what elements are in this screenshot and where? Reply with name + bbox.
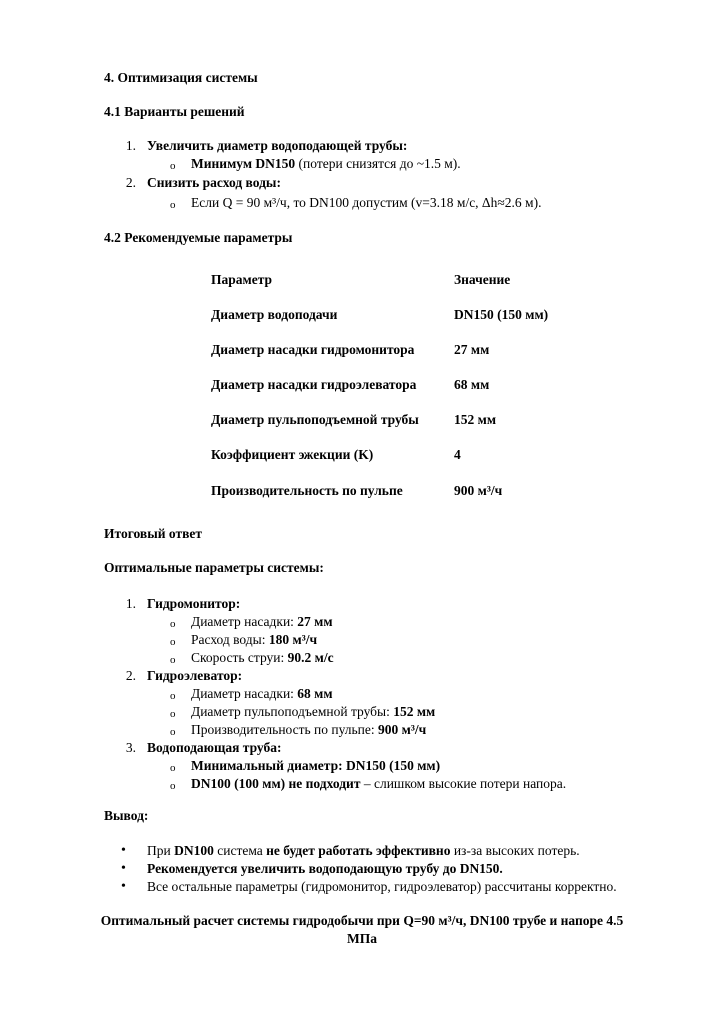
list-number: 3. xyxy=(125,740,136,755)
list-item: Все остальные параметры (гидромонитор, гидроэлеватор) рассчитаны корректно. xyxy=(147,879,617,894)
circle-bullet-icon: o xyxy=(170,618,176,630)
table-cell: 4 xyxy=(454,447,461,462)
table-cell: Диаметр насадки гидромонитора xyxy=(211,342,415,357)
list-item: При DN100 система не будет работать эффективно из-за высоких потерь. xyxy=(147,843,580,858)
sub-item: DN100 (100 мм) не подходит – слишком высокие потери напора. xyxy=(191,776,567,791)
table-cell: 68 мм xyxy=(454,377,490,392)
list-item-heading: Гидроэлеватор: xyxy=(147,668,243,683)
list-number: 1. xyxy=(125,138,136,153)
table-cell: Коэффициент эжекции (K) xyxy=(211,447,374,462)
sub-item: Производительность по пульпе: 900 м³/ч xyxy=(191,722,427,737)
final-answer-subtitle: Оптимальные параметры системы: xyxy=(104,560,324,575)
table-cell: 900 м³/ч xyxy=(454,483,503,498)
closing-heading-line2: МПа xyxy=(347,931,377,946)
list-item: Рекомендуется увеличить водоподающую трубу до DN150. xyxy=(147,861,503,876)
section-title: 4. Оптимизация системы xyxy=(104,70,258,85)
circle-bullet-icon: o xyxy=(170,726,176,738)
subsection-title: 4.2 Рекомендуемые параметры xyxy=(104,230,293,245)
table-cell: Диаметр насадки гидроэлеватора xyxy=(211,377,417,392)
table-cell: Производительность по пульпе xyxy=(211,483,403,498)
sub-item: Минимальный диаметр: DN150 (150 мм) xyxy=(191,758,441,773)
circle-bullet-icon: o xyxy=(170,762,176,774)
table-cell: 27 мм xyxy=(454,342,490,357)
table-cell: Диаметр пульпоподъемной трубы xyxy=(211,412,419,427)
table-cell: Диаметр водоподачи xyxy=(211,307,338,322)
table-header-value: Значение xyxy=(454,272,511,287)
list-item-heading: Снизить расход воды: xyxy=(147,175,281,190)
list-item-heading: Гидромонитор: xyxy=(147,596,241,611)
circle-bullet-icon: o xyxy=(170,160,176,172)
bullet-icon: • xyxy=(121,879,126,894)
list-number: 2. xyxy=(125,668,136,683)
subsection-title: 4.1 Варианты решений xyxy=(104,104,245,119)
sub-item: Диаметр пульпоподъемной трубы: 152 мм xyxy=(191,704,436,719)
list-number: 2. xyxy=(125,175,136,190)
sub-item: Расход воды: 180 м³/ч xyxy=(191,632,318,647)
circle-bullet-icon: o xyxy=(170,636,176,648)
list-number: 1. xyxy=(125,596,136,611)
circle-bullet-icon: o xyxy=(170,708,176,720)
circle-bullet-icon: o xyxy=(170,654,176,666)
table-header-param: Параметр xyxy=(211,272,273,287)
table-cell: 152 мм xyxy=(454,412,497,427)
table-cell: DN150 (150 мм) xyxy=(454,307,549,322)
closing-heading-line1: Оптимальный расчет системы гидродобычи при Q=90 м³/ч, DN100 трубе и напоре 4.5 xyxy=(100,913,624,928)
circle-bullet-icon: o xyxy=(170,780,176,792)
list-item-heading: Водоподающая труба: xyxy=(147,740,282,755)
circle-bullet-icon: o xyxy=(170,690,176,702)
conclusion-title: Вывод: xyxy=(104,808,149,823)
list-item-heading: Увеличить диаметр водоподающей трубы: xyxy=(147,138,408,153)
circle-bullet-icon: o xyxy=(170,199,176,211)
final-answer-title: Итоговый ответ xyxy=(104,526,203,541)
sub-item: Скорость струи: 90.2 м/с xyxy=(191,650,334,665)
bullet-icon: • xyxy=(121,843,126,858)
sub-item: Минимум DN150 (потери снизятся до ~1.5 м). xyxy=(191,156,461,171)
sub-item: Диаметр насадки: 68 мм xyxy=(191,686,333,701)
bullet-icon: • xyxy=(121,861,126,876)
sub-item: Диаметр насадки: 27 мм xyxy=(191,614,333,629)
sub-item: Если Q = 90 м³/ч, то DN100 допустим (v=3.18 м/с, Δh≈2.6 м). xyxy=(191,195,542,210)
